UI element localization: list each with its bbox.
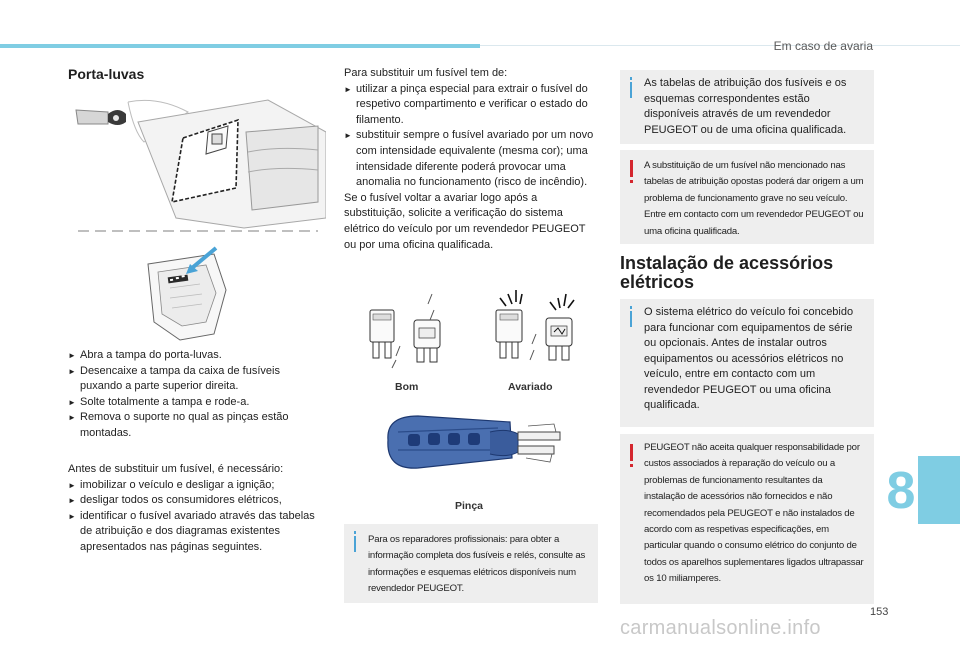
arrow-bullet-icon: ► xyxy=(68,511,76,521)
arrow-bullet-icon: ► xyxy=(68,397,76,407)
caption-good: Bom xyxy=(395,381,419,393)
fuse-pliers-illustration xyxy=(378,406,576,478)
list-item: ► Solte totalmente a tampa e rode-a. xyxy=(68,395,324,411)
warning-icon xyxy=(630,160,633,177)
repeat-failure-text: Se o fusível voltar a avariar logo após a substituição, solicite a verificação do sistema elétrico do veículo por um revendedor PEUGEOT ou por uma oficina qualificada. xyxy=(344,191,586,251)
info-note-fuse-tables: As tabelas de atribuição dos fusíveis e os esquemas correspondentes estão disponíveis através de um revendedor PEUGEOT ou de uma oficina qualificada. xyxy=(620,70,874,144)
warning-icon xyxy=(630,444,633,461)
before-replacing-section xyxy=(68,462,324,556)
arrow-bullet-icon: ► xyxy=(68,496,76,506)
warning-note-fuse: A substituição de um fusível não mencionado nas tabelas de atribuição opostas poderá dar origem a um problema de funcionamento grave no seu veículo. Entre em contacto com um revendedor PEUGEOT ou uma oficina qualificada. xyxy=(620,150,874,244)
header-rule xyxy=(480,45,960,46)
section-title: Em caso de avaria xyxy=(773,39,873,53)
info-icon xyxy=(627,311,637,327)
warning-note-liability: PEUGEOT não aceita qualquer responsabilidade por custos associados à reparação do veículo ou a problemas de funcionamento resultantes da instalação de acessórios não fornecidos e não recomendados pela PEUGEOT e não instalados de acordo com as respetivas especificações, em particular quando o consumo elétrico do conjunto de todos os aparelhos suplementares ligados ultrapassar os 10 miliamperes. xyxy=(620,434,874,604)
list-item: ► imobilizar o veículo e desligar a ignição; xyxy=(68,478,324,494)
arrow-bullet-icon: ► xyxy=(68,413,76,423)
list-item: ► Abra a tampa do porta-luvas. xyxy=(68,348,324,364)
header-accent-bar xyxy=(0,44,480,48)
arrow-bullet-icon: ► xyxy=(68,366,76,376)
accessories-heading: Instalação de acessórios elétricos xyxy=(620,253,834,292)
list-item: ► substituir sempre o fusível avariado por um novo com intensidade equivalente (mesma cor); uma intensidade diferente poderá provocar uma anomalia no funcionamento (risco de incêndio). xyxy=(344,128,600,190)
list-item: ► Desencaixe a tampa da caixa de fusíveis puxando a parte superior direita. xyxy=(68,364,324,395)
arrow-bullet-icon: ► xyxy=(68,351,76,360)
fuse-box-cover-illustration xyxy=(140,238,240,342)
arrow-bullet-icon: ► xyxy=(344,84,352,94)
list-item: ► utilizar a pinça especial para extrair o fusível do respetivo compartimento e verificar o estado do filamento. xyxy=(344,82,600,129)
arrow-bullet-icon: ► xyxy=(68,480,76,490)
list-item: ► identificar o fusível avariado através das tabelas de atribuição e dos diagramas existentes apresentados nas páginas seguintes. xyxy=(68,509,324,556)
glovebox-illustration xyxy=(68,92,326,232)
info-icon xyxy=(351,536,361,552)
list-item: ► desligar todos os consumidores elétricos, xyxy=(68,493,324,509)
before-intro: Antes de substituir um fusível, é necessário: xyxy=(68,463,284,475)
caption-faulty: Avariado xyxy=(508,381,553,393)
list-item: ► Remova o suporte no qual as pinças estão montadas. xyxy=(68,410,324,441)
replace-intro: Para substituir um fusível tem de: xyxy=(344,67,508,79)
info-icon xyxy=(627,82,637,98)
info-note-electrical-system: O sistema elétrico do veículo foi concebido para funcionar com equipamentos de série ou opcionais. Antes de instalar outros equipamentos ou acessórios elétricos no veículo, entre em contacto com um revendedor PEUGEOT ou uma oficina qualificada. xyxy=(620,299,874,427)
chapter-number: 8 xyxy=(886,462,916,520)
page-number: 153 xyxy=(870,606,889,618)
watermark: carmanualsonline.info xyxy=(620,617,821,639)
glovebox-heading: Porta-luvas xyxy=(68,66,145,82)
arrow-bullet-icon: ► xyxy=(344,131,352,141)
good-fuses-illustration xyxy=(362,290,452,370)
faulty-fuses-illustration xyxy=(490,288,580,370)
replace-fuse-section xyxy=(344,66,600,253)
chapter-number-overlay xyxy=(918,462,960,520)
glovebox-steps xyxy=(68,348,324,442)
info-note-professionals: Para os reparadores profissionais: para obter a informação completa dos fusíveis e relés, consulte as informações e esquemas elétricos disponíveis num revendedor PEUGEOT. xyxy=(344,524,598,603)
separator-dashed-line xyxy=(78,229,318,233)
caption-pliers: Pinça xyxy=(455,500,484,512)
